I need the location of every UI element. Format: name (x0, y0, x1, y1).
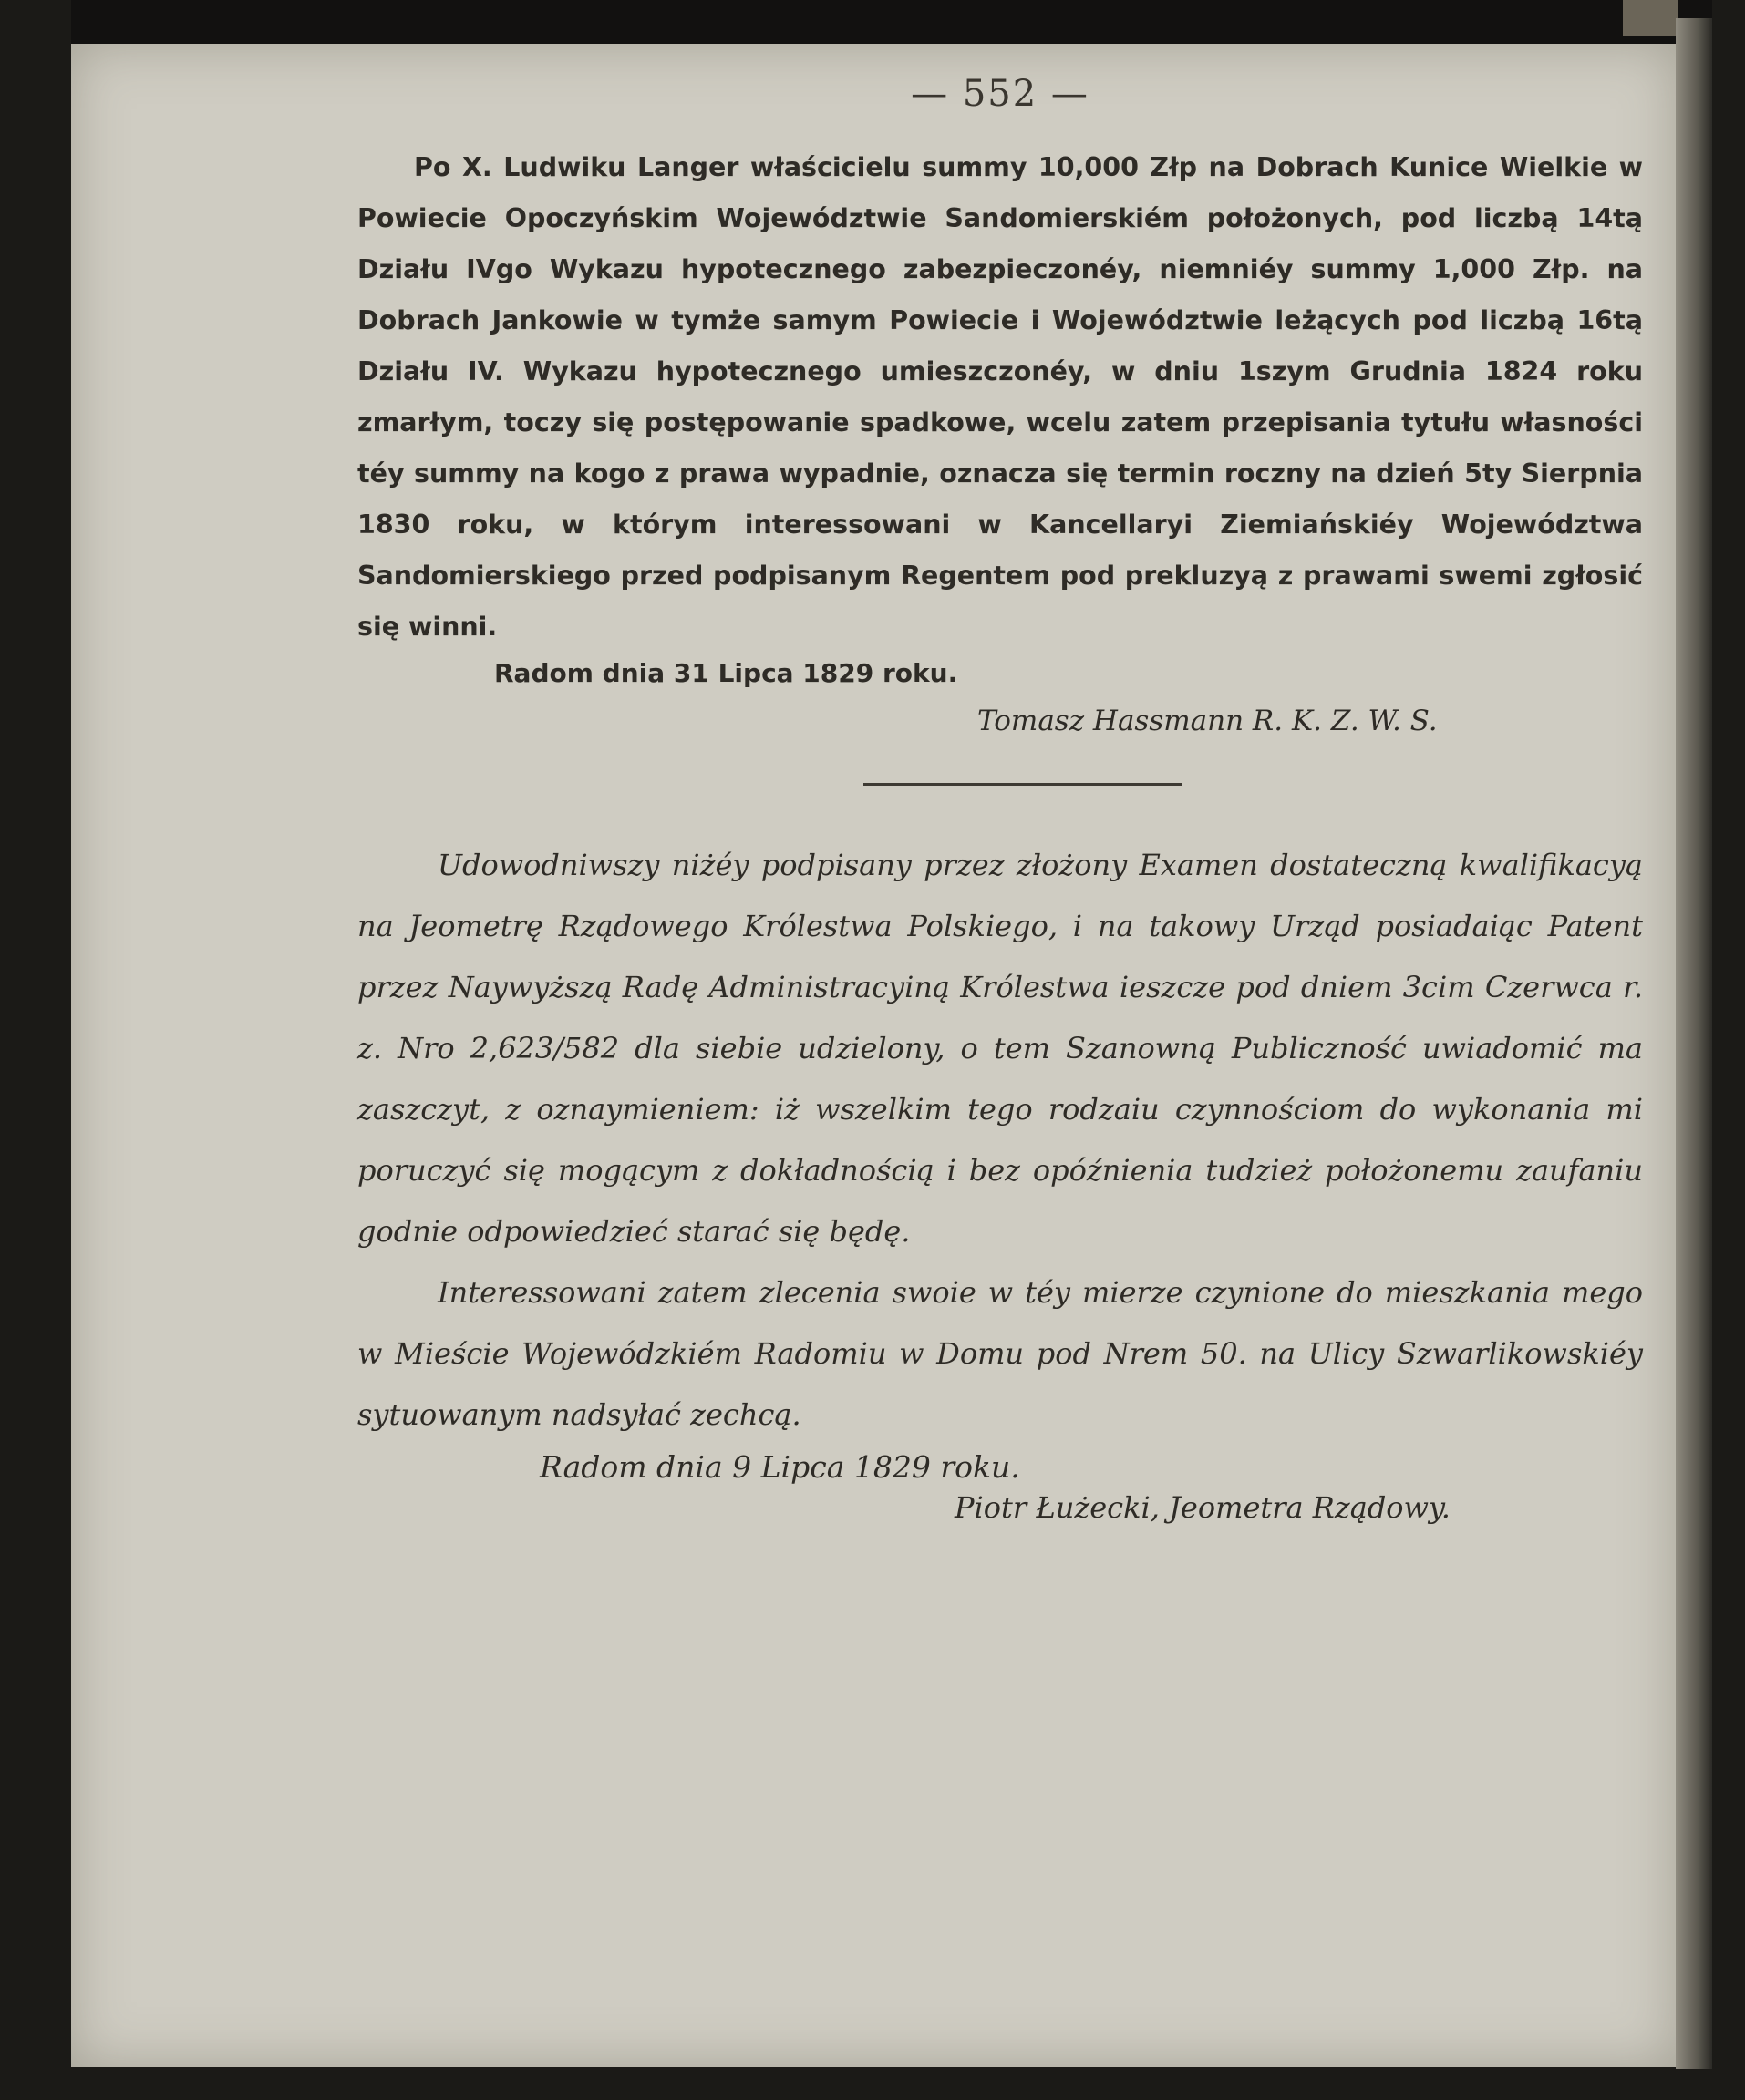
binding-corner (1623, 0, 1678, 36)
scan-top-background (71, 0, 1712, 46)
section-divider (863, 783, 1182, 786)
page-number: — 552 — (911, 73, 1089, 115)
page-edge-shadow (1676, 18, 1712, 2069)
notice-signature: Tomasz Hassmann R. K. Z. W. S. (977, 705, 1438, 737)
announcement-signature: Piotr Łużecki, Jeometra Rządowy. (955, 1490, 1451, 1525)
announcement-paragraph-2: Interessowani zatem zlecenia swoie w téy mierze czynione do mieszkania mego w Mieście Wojewódzkiém Radomiu w Domu pod Nrem 50. na Ulicy Szwarlikowskiéy sytuowanym nadsyłać zechcą. (357, 1275, 1643, 1432)
notice-paragraph: Po X. Ludwiku Langer właścicielu summy 10,000 Złp na Dobrach Kunice Wielkie w Powiecie Opoczyńskim Województwie Sandomierskiém położonych, pod liczbą 14tą Działu IVgo Wykazu hypotecznego zabezpieczonéy, niemniéy summy 1,000 Złp. na Dobrach Jankowie w tymże samym Powiecie i Województwie leżących pod liczbą 16tą Działu IV. Wykazu hypotecznego umieszczonéy, w dniu 1szym Grudnia 1824 roku zmarłym, toczy się postępowanie spadkowe, wcelu zatem przepisania tytułu własności téy summy na kogo z prawa wypadnie, oznacza się termin roczny na dzień 5ty Sierpnia 1830 roku, w którym interessowani w Kancellaryi Ziemiańskiéy Województwa Sandomierskiego przed podpisanym Regentem pod prekluzyą z prawami swemi zgłosić się winni. (357, 152, 1643, 642)
announcement-date: Radom dnia 9 Lipca 1829 roku. (540, 1449, 1020, 1485)
inheritance-notice (357, 142, 1643, 737)
notice-date: Radom dnia 31 Lipca 1829 roku. (494, 658, 958, 688)
page-content (357, 73, 1643, 1525)
announcement-paragraph-1: Udowodniwszy niżéy podpisany przez złożony Examen dostateczną kwalifikacyą na Jeometrę Rządowego Królestwa Polskiego, i na takowy Urząd posiadaiąc Patent przez Naywyższą Radę Administracyiną Królestwa ieszcze pod dniem 3cim Czerwca r. z. Nro 2,623/582 dla siebie udzielony, o tem Szanowną Publiczność uwiadomić ma zaszczyt, z oznaymieniem: iż wszelkim tego rodzaiu czynnościom do wykonania mi poruczyć się mogącym z dokładnością i bez opóźnienia tudzież położonemu zaufaniu godnie odpowiedzieć starać się będę. (357, 848, 1643, 1249)
surveyor-announcement (357, 835, 1643, 1525)
